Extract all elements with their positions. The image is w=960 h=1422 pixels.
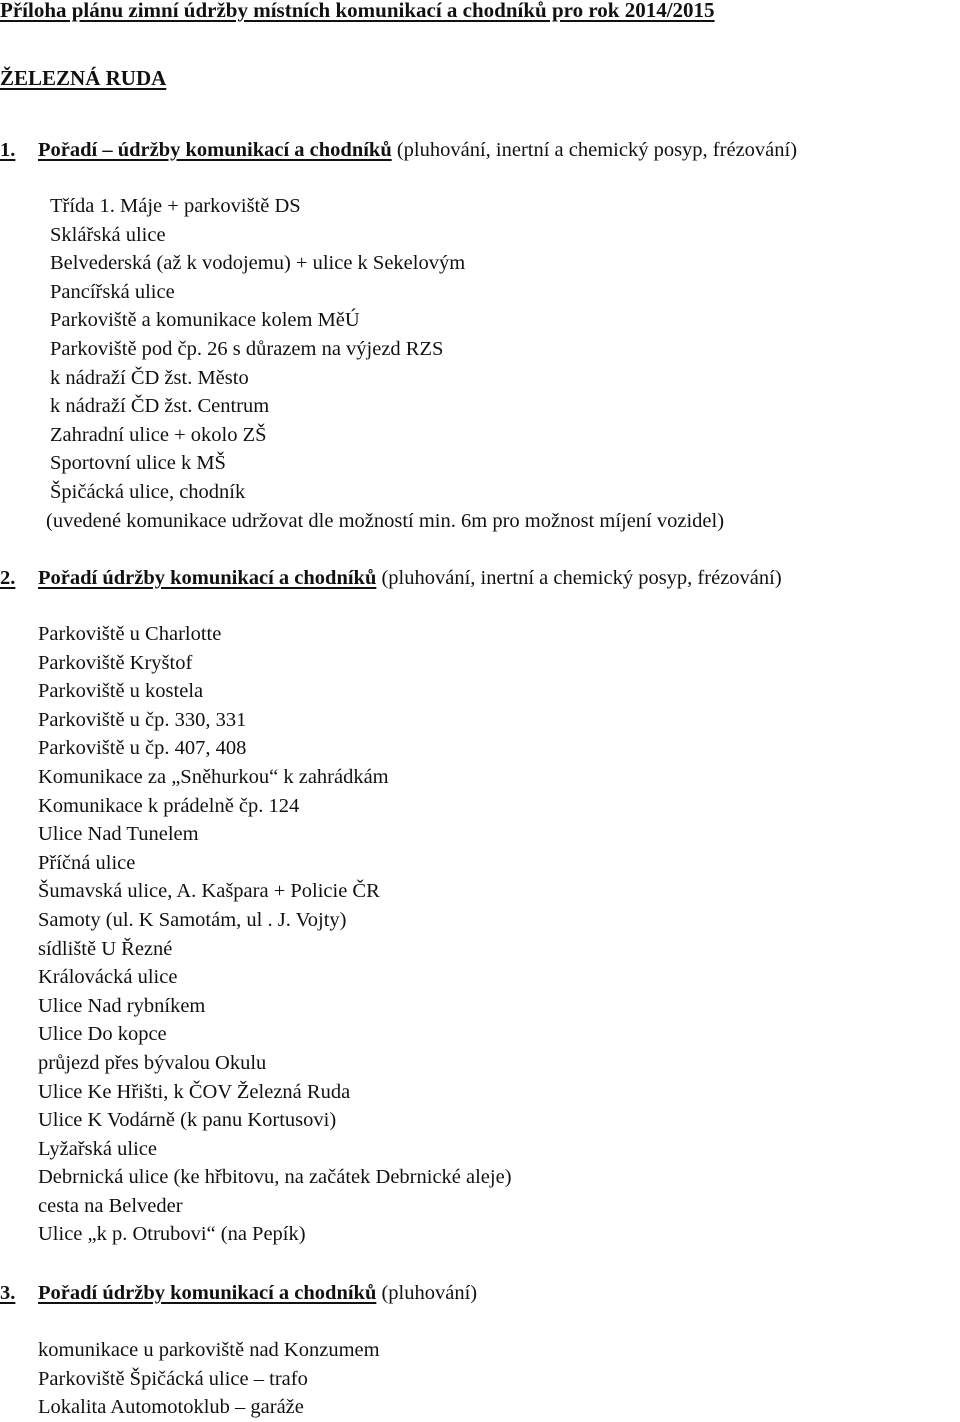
section-title: Pořadí údržby komunikací a chodníků [38, 1282, 377, 1304]
list-item: Sklářská ulice [50, 223, 166, 246]
section-1-heading [0, 136, 797, 165]
list-item: komunikace u parkoviště nad Konzumem [38, 1339, 380, 1361]
list-item: Parkoviště a komunikace kolem MěÚ [50, 309, 360, 332]
section-2-list [38, 620, 512, 1249]
list-item: Parkoviště u kostela [38, 680, 204, 703]
section-3-heading [0, 1279, 477, 1308]
list-item: Ulice „k p. Otrubovi“ (na Pepík) [38, 1223, 306, 1246]
list-item: Pancířská ulice [50, 280, 175, 303]
list-item: Komunikace za „Sněhurkou“ k zahrádkám [38, 765, 389, 788]
list-item: Špičácká ulice, chodník [50, 480, 246, 503]
list-item: Parkoviště u čp. 407, 408 [38, 737, 247, 760]
list-item: Komunikace k prádelně čp. 124 [38, 794, 300, 817]
section-note: (pluhování, inertní a chemický posyp, frézování) [376, 567, 782, 589]
section-number: 3. [0, 1282, 16, 1304]
list-item: Parkoviště Špičácká ulice – trafo [38, 1367, 308, 1390]
list-item: Ulice Do kopce [38, 1023, 167, 1046]
list-item: Královácká ulice [38, 966, 178, 989]
list-item: cesta na Belveder [38, 1194, 183, 1217]
section-note: (pluhování, inertní a chemický posyp, frézování) [391, 139, 798, 161]
list-item: Belvederská (až k vodojemu) + ulice k Sekelovým [50, 252, 466, 275]
list-item: sídliště U Řezné [38, 937, 173, 960]
list-item: Parkoviště u čp. 330, 331 [38, 708, 247, 731]
section-number: 2. [0, 567, 16, 589]
list-item: Lokalita Automotoklub – garáže [38, 1396, 304, 1419]
section-3-list [38, 1336, 380, 1422]
town-title: ŽELEZNÁ RUDA [0, 66, 167, 90]
list-item: Parkoviště u Charlotte [38, 623, 222, 645]
document-title: Příloha plánu zimní údržby místních komunikací a chodníků pro rok 2014/2015 [0, 0, 715, 22]
list-item: Šumavská ulice, A. Kašpara + Policie ČR [38, 880, 380, 903]
section-2-heading [0, 564, 782, 593]
section-1-footnote: (uvedené komunikace udržovat dle možností min. 6m pro možnost míjení vozidel) [46, 510, 725, 532]
list-item: Parkoviště pod čp. 26 s důrazem na výjezd RZS [50, 337, 444, 360]
section-note: (pluhování) [376, 1282, 478, 1304]
list-item: Lyžařská ulice [38, 1137, 157, 1160]
list-item: k nádraží ČD žst. Centrum [50, 395, 270, 418]
list-item: Sportovní ulice k MŠ [50, 452, 226, 475]
list-item: Třída 1. Máje + parkoviště DS [50, 195, 301, 217]
list-item: Příčná ulice [38, 851, 136, 874]
list-item: Debrnická ulice (ke hřbitovu, na začátek Debrnické aleje) [38, 1166, 512, 1189]
list-item: Ulice Nad rybníkem [38, 994, 206, 1017]
list-item: Ulice Nad Tunelem [38, 823, 199, 846]
section-number: 1. [0, 139, 16, 161]
list-item: Ulice Ke Hřišti, k ČOV Železná Ruda [38, 1080, 351, 1103]
list-item: Samoty (ul. K Samotám, ul . J. Vojty) [38, 908, 347, 931]
section-title: Pořadí – údržby komunikací a chodníků [38, 139, 392, 161]
section-1-list [50, 192, 465, 507]
list-item: průjezd přes bývalou Okulu [38, 1051, 267, 1074]
list-item: Parkoviště Kryštof [38, 651, 193, 674]
list-item: k nádraží ČD žst. Město [50, 366, 249, 389]
list-item: Ulice K Vodárně (k panu Kortusovi) [38, 1109, 337, 1132]
list-item: Zahradní ulice + okolo ZŠ [50, 423, 267, 446]
section-title: Pořadí údržby komunikací a chodníků [38, 567, 377, 589]
